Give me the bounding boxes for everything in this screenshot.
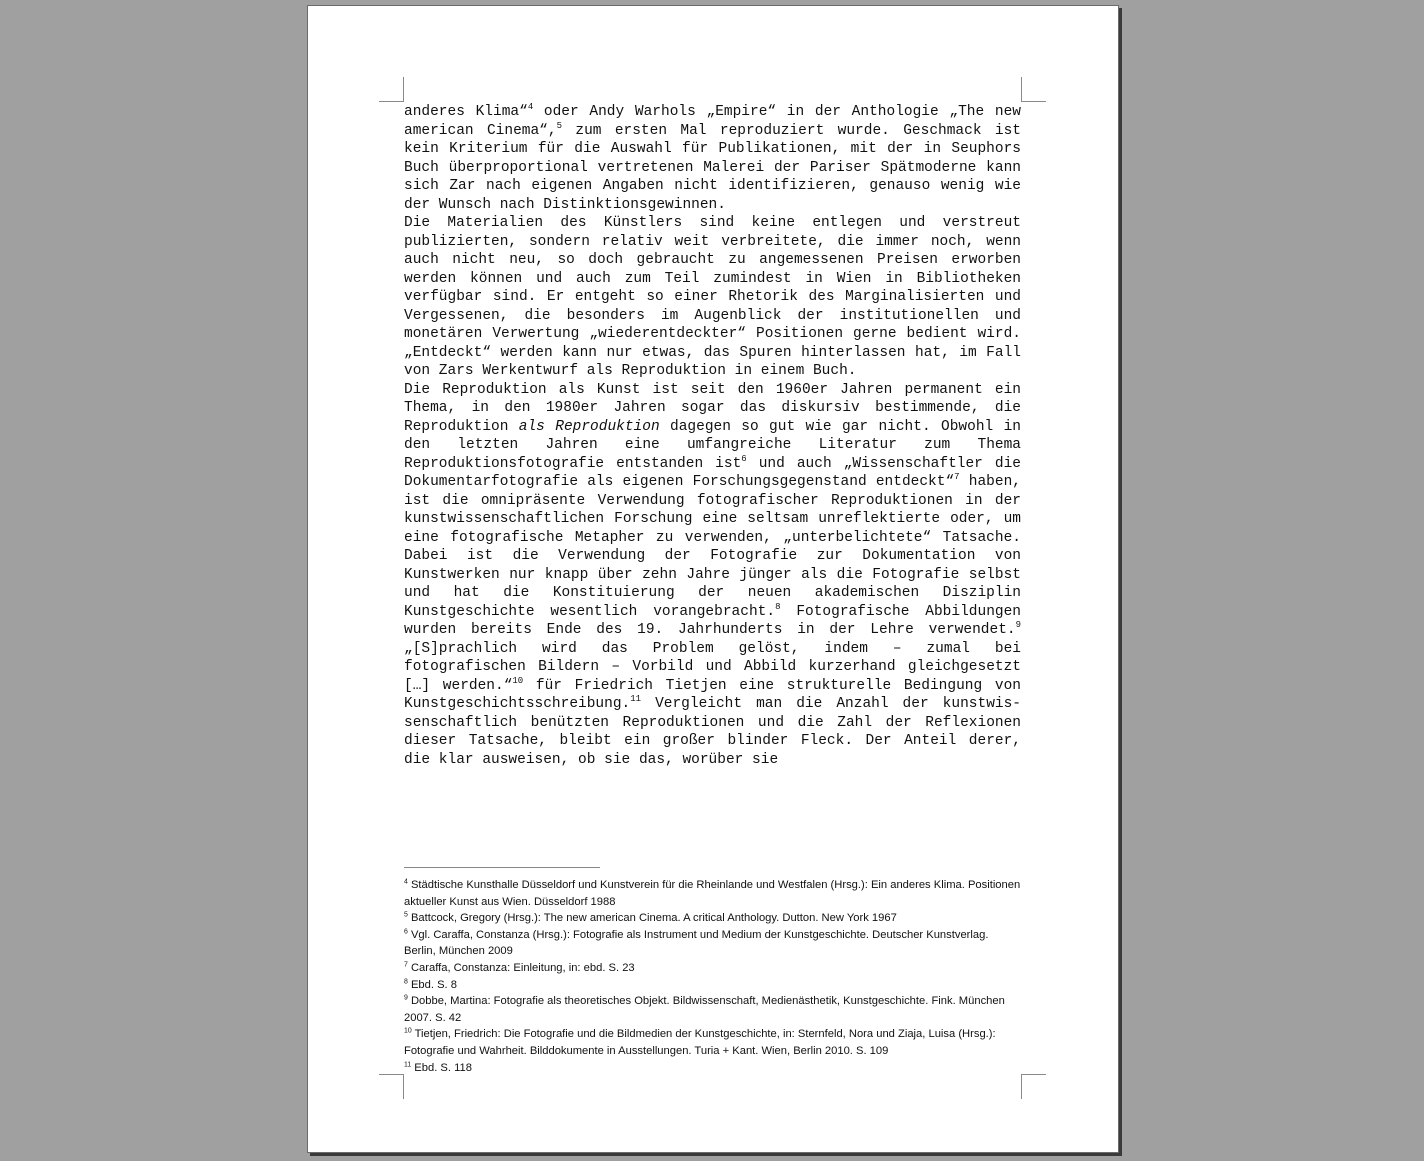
text-run: und auch „Wissenschaftler die Dokumentarfotografie als eigenen Forschungsgegenstand entdeckt“: [404, 455, 1022, 490]
footnote-text: Städtische Kunsthalle Düsseldorf und Kunstverein für die Rheinlande und Westfalen (Hrsg.): Ein anderes Klima. Positionen aktueller Kunst aus Wien. Düsseldorf 1988: [404, 879, 1021, 908]
footnote: [404, 977, 1021, 994]
margin-corner-top-right: [1021, 77, 1046, 102]
footnote-text: Caraffa, Constanza: Einleitung, in: ebd. S. 23: [407, 961, 635, 974]
body-paragraph: [404, 214, 1021, 381]
footnote: [404, 927, 1021, 960]
footnote-reference: 9: [1015, 620, 1021, 631]
footnote-text: Battcock, Gregory (Hrsg.): The new american Cinema. A critical Anthology. Dutton. New York 1967: [407, 912, 897, 925]
text-run: anderes Klima“: [404, 104, 528, 120]
footnote-text: Ebd. S. 8: [407, 978, 457, 991]
footnote-text: Ebd. S. 118: [411, 1061, 472, 1074]
body-paragraph: [404, 103, 1021, 214]
body-text[interactable]: [404, 103, 1021, 769]
footnote-number: 10: [404, 1027, 412, 1035]
footnote-reference: 7: [954, 472, 960, 483]
footnote-reference: 11: [630, 694, 642, 705]
footnote-text: Vgl. Caraffa, Constanza (Hrsg.): Fotografie als Instrument und Medium der Kunstgeschichte. Deutscher Kunstverlag. Berlin, München 2009: [404, 928, 989, 958]
footnote-reference: 10: [512, 675, 524, 686]
footnote-number: 5: [404, 911, 408, 919]
footnote-number: 7: [404, 961, 408, 969]
footnote-number: 9: [404, 994, 408, 1002]
footnote-reference: 6: [741, 453, 747, 464]
text-run: Die Materialien des Künstlers sind keine entlegen und verstreut publizierten, sondern relativ weit verbreitete, die immer noch, wenn auch nicht neu, so doch gebraucht zu angemessenen Preisen erworben werden können und auch zum Teil zumindest in Wien in Bibliotheken verfügbar sind. Er entgeht so einer Rhetorik des Marginalisierten und Vergessenen, die besonders im Augenblick der institutionellen und monetären Verwertung „wiederentdeckter“ Positionen gerne bedient wird. „Entdeckt“ werden kann nur etwas, das Spuren hinterlassen hat, im Fall von Zars Werkentwurf als Reproduktion in einem Buch.: [404, 215, 1021, 379]
margin-corner-bottom-left: [379, 1074, 404, 1099]
footnote-number: 6: [404, 928, 408, 936]
document-page[interactable]: [307, 5, 1119, 1153]
text-run: Die Reproduktion als Kunst ist seit den 1960er Jahren permanent ein Thema, in den 1980er Jahren sogar das diskursiv bestimmende, die Reproduktion: [404, 381, 1021, 435]
text-run: Vergleicht man die Anzahl der kunstwissenschaftlich benützten Reproduktionen und die Zahl der Reflexionen dieser Tatsache, bleibt ein großer blinder Fleck. Der Anteil derer, die klar ausweisen, ob sie das, worüber sie: [404, 696, 1021, 768]
emphasis-text: als Reproduktion: [518, 418, 660, 435]
footnote: [404, 877, 1021, 910]
footnote-reference: 8: [775, 601, 781, 612]
text-run: Fotografische Abbildungen wurden bereits Ende des 19. Jahrhunderts in der Lehre verwendet.: [404, 603, 1021, 638]
footnote: [404, 993, 1021, 1026]
footnote: [404, 1026, 1021, 1059]
text-run: „[S]prachlich wird das Problem gelöst, indem – zumal bei fotografischen Bildern – Vorbild und Abbild kurzerhand gleichgesetzt […] werden.“: [404, 640, 1021, 694]
text-run: zum ersten Mal reproduziert wurde. Geschmack ist kein Kriterium für die Auswahl für Publikationen, mit der in Seuphors Buch überproportional vertretenen Malerei der Pariser Spätmoderne kann sich Zar nach eigenen Angaben nicht identifizieren, genauso wenig wie der Wunsch nach Distinktionsgewinnen.: [404, 122, 1021, 213]
footnote-reference: 4: [527, 102, 534, 113]
text-run: oder Andy Warhols „Empire“ in der Anthologie „The new american Cinema“,: [404, 104, 1021, 139]
footnote-separator: [404, 867, 600, 868]
footnote-number: 4: [404, 878, 408, 886]
footnote-number: 8: [404, 977, 408, 985]
footnote-text: Dobbe, Martina: Fotografie als theoretisches Objekt. Bildwissenschaft, Medienästhetik, Kunstgeschichte. Fink. München 2007. S. 42: [404, 995, 1005, 1024]
footnote: [404, 1060, 1021, 1077]
margin-corner-bottom-right: [1021, 1074, 1046, 1099]
footnote: [404, 960, 1021, 977]
footnote-reference: 5: [556, 120, 562, 131]
text-run: dagegen so gut wie gar nicht. Obwohl in den letzten Jahren eine umfangreiche Literatur zum Thema Reproduktionsfotografie entstanden ist: [404, 418, 1021, 472]
footnote: [404, 910, 1021, 927]
body-paragraph: [404, 381, 1021, 770]
footnote-number: 11: [404, 1060, 412, 1068]
text-run: für Friedrich Tietjen eine strukturelle Bedingung von Kunstgeschichtsschreibung.: [404, 677, 1021, 712]
footnotes[interactable]: [404, 877, 1021, 1076]
margin-corner-top-left: [379, 77, 404, 102]
footnote-text: Tietjen, Friedrich: Die Fotografie und die Bildmedien der Kunstgeschichte, in: Sternfeld, Nora und Ziaja, Luisa (Hrsg.): Fotografie und Wahrheit. Bilddokumente in Ausstellungen. Turia + Kant. Wien, Berlin 2010. S. 109: [404, 1028, 996, 1057]
text-run: haben, ist die omnipräsente Verwendung fotografischer Reproduktionen in der kunstwissenschaftlichen Forschung eine seltsam unreflektierte oder, um eine fotografische Metapher zu verwenden, „unterbelichtete“ Tatsache. Dabei ist die Verwendung der Fotografie zur Dokumentation von Kunstwerken nur knapp über zehn Jahre jünger als die Fotografie selbst und hat die Konstituierung der neuen akademischen Disziplin Kunstgeschichte wesentlich vorangebracht.: [404, 474, 1021, 620]
